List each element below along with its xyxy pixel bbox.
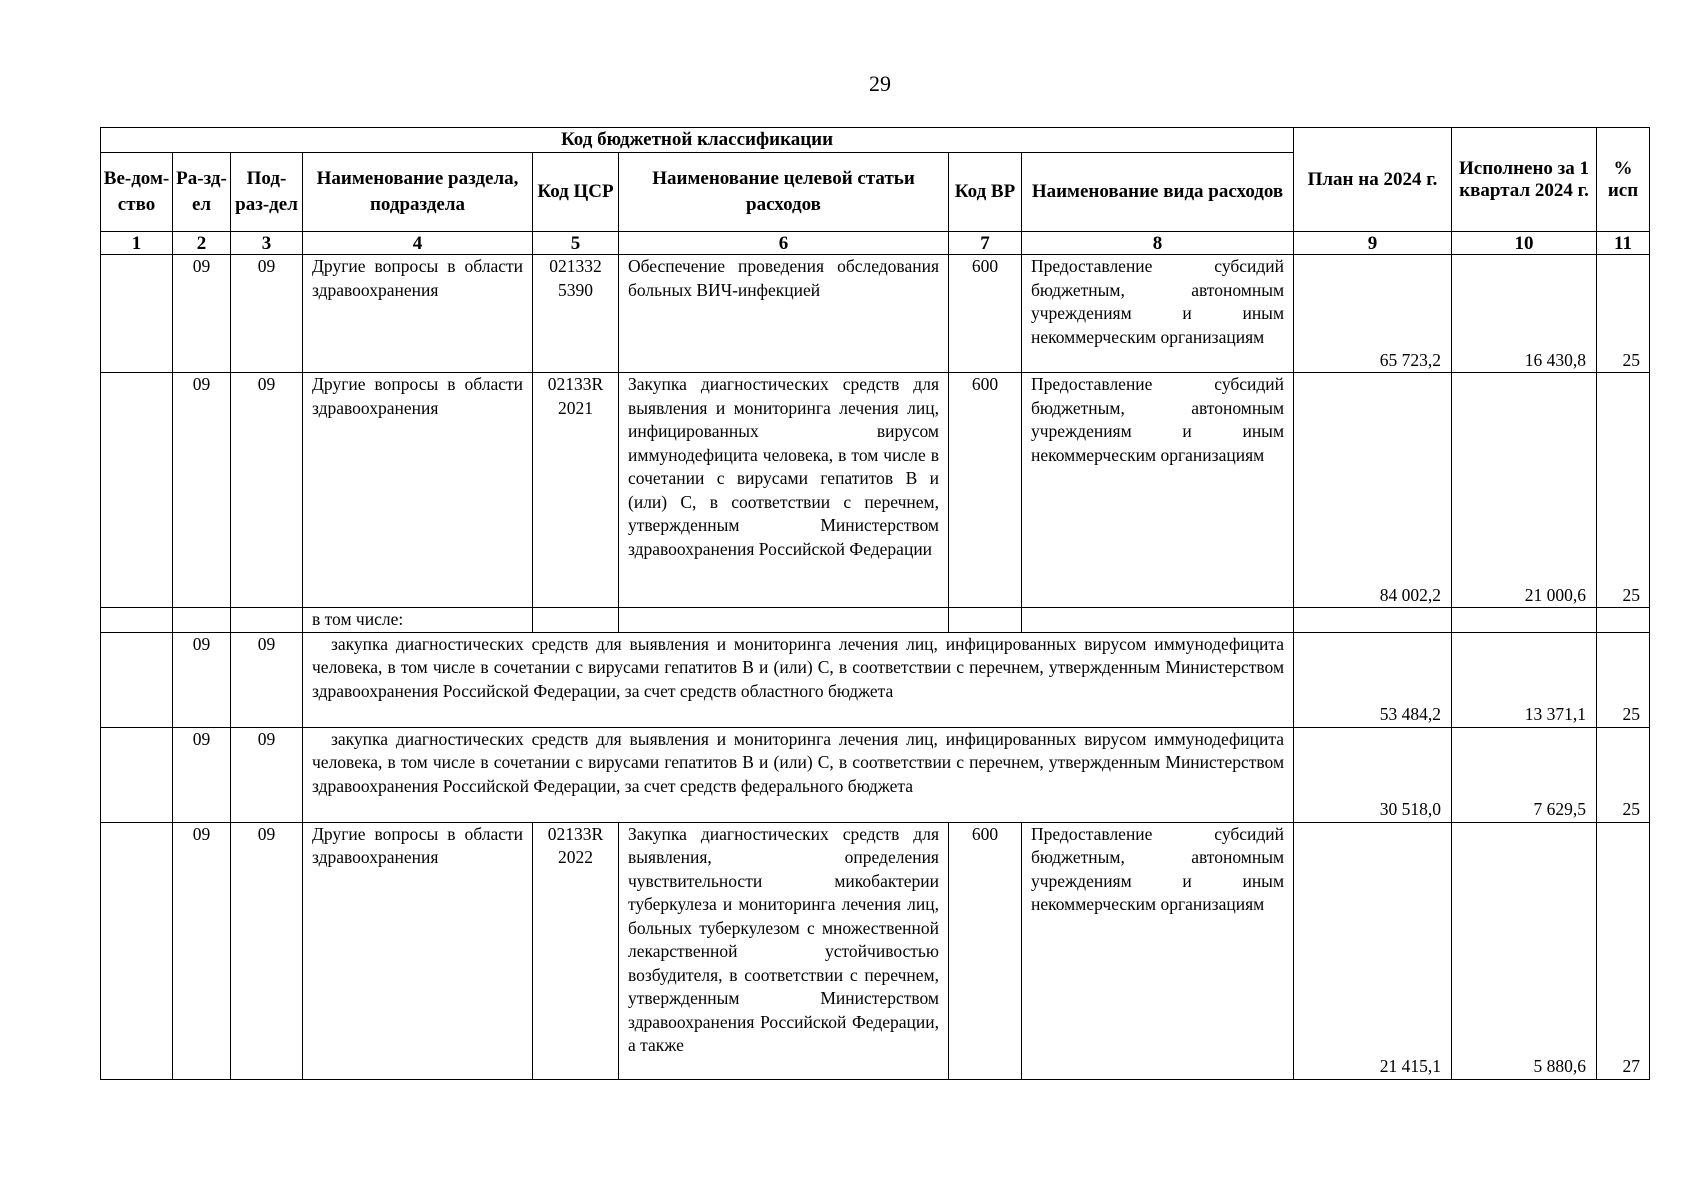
table-sub-row	[101, 727, 1650, 822]
header-kod-vr: Код ВР	[949, 153, 1022, 232]
cell-naim-razdela: Другие вопросы в области здравоохранения	[303, 373, 533, 608]
cell-podrazdel: 09	[231, 373, 303, 608]
cell-kod-vr: 600	[949, 822, 1022, 1079]
cell-vedomstvo	[101, 255, 173, 373]
budget-table	[100, 127, 1650, 1080]
page-number: 29	[869, 71, 891, 96]
cell-plan: 21 415,1	[1294, 822, 1452, 1079]
col-number: 10	[1452, 232, 1597, 255]
cell-pct: 25	[1597, 727, 1650, 822]
cell-plan: 65 723,2	[1294, 255, 1452, 373]
cell-empty	[231, 608, 303, 633]
cell-kod-csr: 02133R 2021	[533, 373, 619, 608]
col-number: 2	[173, 232, 231, 255]
col-number: 8	[1022, 232, 1294, 255]
table-row	[101, 255, 1650, 373]
cell-naim-celevoy: Закупка диагностических средств для выявления и мониторинга лечения лиц, инфицированных вирусом иммунодефицита человека, в том числе в сочетании с вирусами гепатитов В и (или) С, в соответствии с перечнем, утвержденным Министерством здравоохранения Российской Федерации	[619, 373, 949, 608]
cell-razdel: 09	[173, 632, 231, 727]
col-number: 3	[231, 232, 303, 255]
cell-ispolneno: 21 000,6	[1452, 373, 1597, 608]
table-row-v-tom-chisle	[101, 608, 1650, 633]
cell-v-tom-chisle: в том числе:	[303, 608, 533, 633]
table-row	[101, 822, 1650, 1079]
cell-razdel: 09	[173, 727, 231, 822]
header-razdel: Ра-зд-ел	[173, 153, 231, 232]
cell-vedomstvo	[101, 727, 173, 822]
cell-empty	[1597, 608, 1650, 633]
table-sub-row	[101, 632, 1650, 727]
cell-kod-csr: 021332 5390	[533, 255, 619, 373]
group-header-budget-code: Код бюджетной классификации	[101, 128, 1294, 153]
header-pct: % исп	[1597, 128, 1650, 232]
cell-ispolneno: 16 430,8	[1452, 255, 1597, 373]
col-number: 7	[949, 232, 1022, 255]
cell-podrazdel: 09	[231, 632, 303, 727]
cell-naim-razdela: Другие вопросы в области здравоохранения	[303, 822, 533, 1079]
cell-sub-description: закупка диагностических средств для выявления и мониторинга лечения лиц, инфицированных вирусом иммунодефицита человека, в том числе в сочетании с вирусами гепатитов В и (или) С, в соответствии с перечнем, утвержденным Министерством здравоохранения Российской Федерации, за счет средств областного бюджета	[303, 632, 1294, 727]
column-number-row	[101, 232, 1650, 255]
cell-plan: 84 002,2	[1294, 373, 1452, 608]
cell-kod-vr: 600	[949, 373, 1022, 608]
table-row	[101, 373, 1650, 608]
cell-kod-vr: 600	[949, 255, 1022, 373]
header-ispolneno: Исполнено за 1 квартал 2024 г.	[1452, 128, 1597, 232]
cell-pct: 25	[1597, 255, 1650, 373]
cell-naim-vida: Предоставление субсидий бюджетным, автономным учреждениям и иным некоммерческим организациям	[1022, 822, 1294, 1079]
cell-ispolneno: 5 880,6	[1452, 822, 1597, 1079]
cell-empty	[1022, 608, 1294, 633]
col-number: 5	[533, 232, 619, 255]
cell-empty	[101, 608, 173, 633]
header-podrazdel: Под-раз-дел	[231, 153, 303, 232]
cell-ispolneno: 7 629,5	[1452, 727, 1597, 822]
cell-empty	[949, 608, 1022, 633]
col-number: 11	[1597, 232, 1650, 255]
cell-ispolneno: 13 371,1	[1452, 632, 1597, 727]
cell-pct: 25	[1597, 632, 1650, 727]
cell-razdel: 09	[173, 255, 231, 373]
header-plan: План на 2024 г.	[1294, 128, 1452, 232]
header-naim-razdela: Наименование раздела, подраздела	[303, 153, 533, 232]
cell-podrazdel: 09	[231, 727, 303, 822]
header-vedomstvo: Ве-дом-ство	[101, 153, 173, 232]
header-kod-csr: Код ЦСР	[533, 153, 619, 232]
cell-empty	[533, 608, 619, 633]
cell-naim-celevoy: Закупка диагностических средств для выявления, определения чувствительности микобактерии туберкулеза и мониторинга лечения лиц, больных туберкулезом с множественной лекарственной устойчивостью возбудителя, в соответствии с перечнем, утвержденным Министерством здравоохранения Российской Федерации, а также	[628, 823, 939, 1055]
cell-empty	[1452, 608, 1597, 633]
col-number: 6	[619, 232, 949, 255]
cell-kod-csr: 02133R 2022	[533, 822, 619, 1079]
cell-empty	[1294, 608, 1452, 633]
cell-plan: 53 484,2	[1294, 632, 1452, 727]
col-number: 4	[303, 232, 533, 255]
cell-vedomstvo	[101, 822, 173, 1079]
cell-plan: 30 518,0	[1294, 727, 1452, 822]
cell-podrazdel: 09	[231, 255, 303, 373]
col-number: 1	[101, 232, 173, 255]
cell-razdel: 09	[173, 373, 231, 608]
group-header-row	[101, 128, 1650, 153]
cell-vedomstvo	[101, 632, 173, 727]
cell-pct: 27	[1597, 822, 1650, 1079]
cell-naim-celevoy: Обеспечение проведения обследования больных ВИЧ-инфекцией	[619, 255, 949, 373]
header-naim-vida: Наименование вида расходов	[1022, 153, 1294, 232]
cell-empty	[173, 608, 231, 633]
cell-sub-description: закупка диагностических средств для выявления и мониторинга лечения лиц, инфицированных вирусом иммунодефицита человека, в том числе в сочетании с вирусами гепатитов В и (или) С, в соответствии с перечнем, утвержденным Министерством здравоохранения Российской Федерации, за счет средств федерального бюджета	[303, 727, 1294, 822]
col-number: 9	[1294, 232, 1452, 255]
cell-naim-vida: Предоставление субсидий бюджетным, автономным учреждениям и иным некоммерческим организациям	[1022, 255, 1294, 373]
cell-pct: 25	[1597, 373, 1650, 608]
cell-vedomstvo	[101, 373, 173, 608]
cell-naim-celevoy-wrapper	[619, 822, 949, 1079]
header-naim-celevoy: Наименование целевой статьи расходов	[619, 153, 949, 232]
cell-empty	[619, 608, 949, 633]
cell-naim-vida: Предоставление субсидий бюджетным, автономным учреждениям и иным некоммерческим организациям	[1022, 373, 1294, 608]
cell-naim-razdela: Другие вопросы в области здравоохранения	[303, 255, 533, 373]
cell-razdel: 09	[173, 822, 231, 1079]
cell-podrazdel: 09	[231, 822, 303, 1079]
